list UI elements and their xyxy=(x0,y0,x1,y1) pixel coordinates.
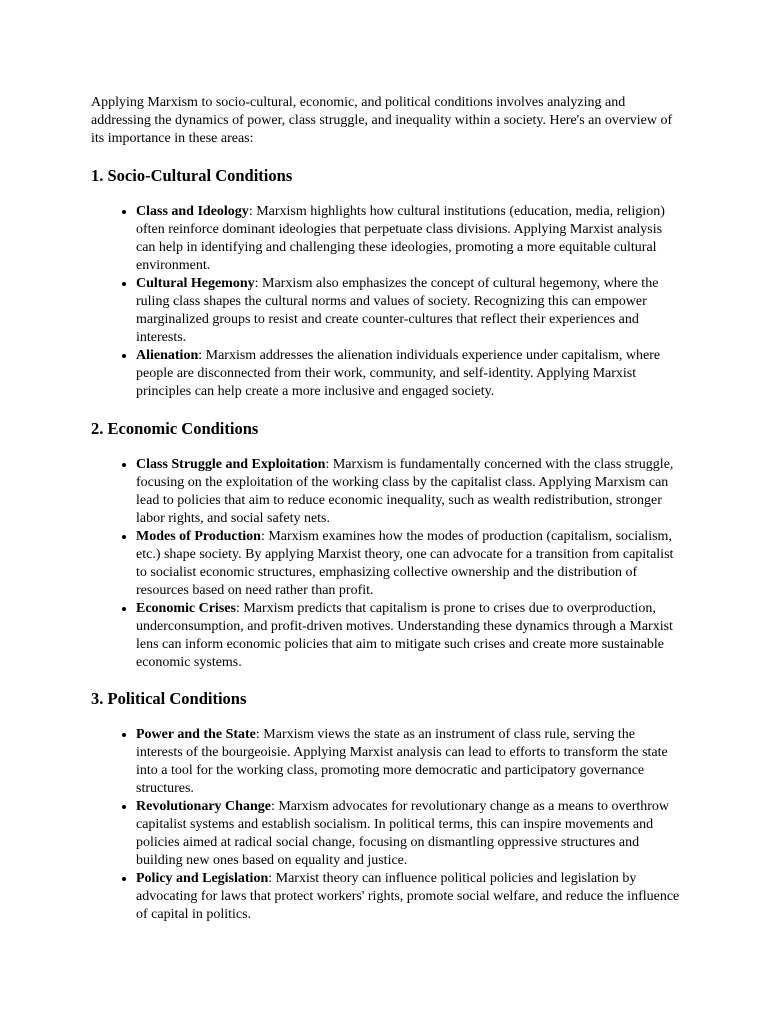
socio-cultural-list xyxy=(91,203,681,401)
economic-list xyxy=(91,456,681,672)
item-text: : Marxism also emphasizes the concept of cultural hegemony, where the ruling class shapes the cultural norms and values of society. Recognizing this can empower marginalized groups to resist and create counter-cultures that reflect their experiences and interests. xyxy=(136,276,659,345)
list-item-economic-crises xyxy=(136,600,681,672)
item-term: Modes of Production xyxy=(136,529,261,544)
intro-paragraph: Applying Marxism to socio-cultural, economic, and political conditions involves analyzing and addressing the dynamics of power, class struggle, and inequality within a society. Here's an overview of its importance in these areas: xyxy=(91,95,673,146)
list-item-modes-of-production xyxy=(136,528,681,600)
document-page xyxy=(91,94,681,924)
list-item-policy-and-legislation xyxy=(136,870,681,924)
item-term: Class Struggle and Exploitation xyxy=(136,457,326,472)
item-text: : Marxism addresses the alienation individuals experience under capitalism, where people are disconnected from their work, community, and self-identity. Applying Marxist principles can help create a more inclusive and engaged society. xyxy=(136,348,661,399)
item-term: Alienation xyxy=(136,348,199,363)
list-item-power-and-state xyxy=(136,726,681,798)
item-term: Economic Crises xyxy=(136,601,236,616)
item-text: : Marxism views the state as an instrument of class rule, serving the interests of the bourgeoisie. Applying Marxist analysis can lead to efforts to transform the state into a tool for the working class, promoting more democratic and participatory governance structures. xyxy=(136,727,668,796)
item-term: Revolutionary Change xyxy=(136,799,271,814)
political-list xyxy=(91,726,681,924)
item-text: : Marxism examines how the modes of production (capitalism, socialism, etc.) shape society. By applying Marxist theory, one can advocate for a transition from capitalist to socialist economic structures, emphasizing collective ownership and the distribution of resources based on need rather than profit. xyxy=(136,529,674,598)
list-item-class-and-ideology xyxy=(136,203,681,275)
list-item-alienation xyxy=(136,347,681,401)
item-text: : Marxism is fundamentally concerned with the class struggle, focusing on the exploitation of the working class by the capitalist class. Applying Marxism can lead to policies that aim to reduce economic inequality, such as wealth redistribution, stronger labor rights, and social safety nets. xyxy=(136,457,674,526)
item-text: : Marxist theory can influence political policies and legislation by advocating for laws that protect workers' rights, promote social welfare, and reduce the influence of capital in politics. xyxy=(136,871,680,922)
section-heading-political: 3. Political Conditions xyxy=(91,689,247,708)
item-text: : Marxism advocates for revolutionary change as a means to overthrow capitalist systems and establish socialism. In political terms, this can inspire movements and policies aimed at radical social change, focusing on dismantling oppressive structures and building new ones based on equality and justice. xyxy=(136,799,670,868)
section-heading-socio-cultural: 1. Socio-Cultural Conditions xyxy=(91,166,293,185)
list-item-class-struggle xyxy=(136,456,681,528)
section-heading-economic: 2. Economic Conditions xyxy=(91,419,259,438)
list-item-revolutionary-change xyxy=(136,798,681,870)
list-item-cultural-hegemony xyxy=(136,275,681,347)
item-term: Cultural Hegemony xyxy=(136,276,255,291)
item-term: Class and Ideology xyxy=(136,204,249,219)
item-term: Policy and Legislation xyxy=(136,871,269,886)
item-term: Power and the State xyxy=(136,727,256,742)
item-text: : Marxism highlights how cultural institutions (education, media, religion) often reinforce dominant ideologies that perpetuate class divisions. Applying Marxist analysis can help in identifying and challenging these ideologies, promoting a more equitable cultural environment. xyxy=(136,204,665,273)
item-text: : Marxism predicts that capitalism is prone to crises due to overproduction, underconsumption, and profit-driven motives. Understanding these dynamics through a Marxist lens can inform economic policies that aim to mitigate such crises and create more sustainable economic systems. xyxy=(136,601,673,670)
